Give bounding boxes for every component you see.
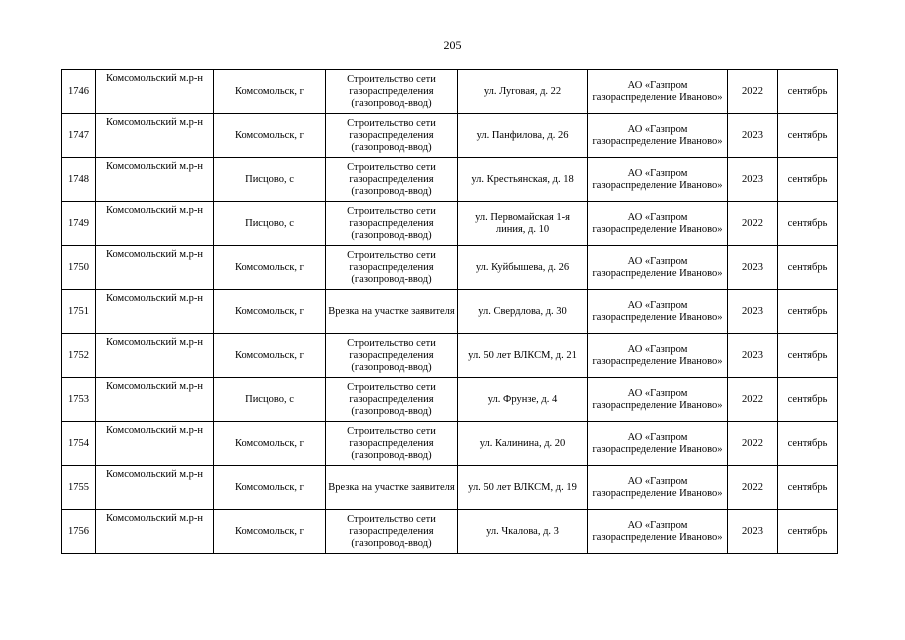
district-cell: Комсомольский м.р-н [96,466,214,510]
district-cell: Комсомольский м.р-н [96,246,214,290]
work-type-cell: Строительство сети газораспределения (газопровод-ввод) [326,202,458,246]
row-number-cell: 1746 [62,70,96,114]
work-type-cell: Врезка на участке заявителя [326,290,458,334]
address-cell: ул. Первомайская 1-я линия, д. 10 [458,202,588,246]
month-cell: сентябрь [778,70,838,114]
table-row [62,334,838,378]
address-cell: ул. Куйбышева, д. 26 [458,246,588,290]
year-cell: 2023 [728,510,778,554]
organization-cell: АО «Газпром газораспределение Иваново» [588,202,728,246]
address-cell: ул. 50 лет ВЛКСМ, д. 19 [458,466,588,510]
month-cell: сентябрь [778,466,838,510]
year-cell: 2023 [728,246,778,290]
address-cell: ул. Свердлова, д. 30 [458,290,588,334]
month-cell: сентябрь [778,114,838,158]
month-cell: сентябрь [778,158,838,202]
month-cell: сентябрь [778,290,838,334]
district-cell: Комсомольский м.р-н [96,70,214,114]
month-cell: сентябрь [778,422,838,466]
year-cell: 2023 [728,114,778,158]
district-cell: Комсомольский м.р-н [96,422,214,466]
year-cell: 2022 [728,466,778,510]
address-cell: ул. Калинина, д. 20 [458,422,588,466]
work-type-cell: Строительство сети газораспределения (газопровод-ввод) [326,510,458,554]
row-number-cell: 1751 [62,290,96,334]
settlement-cell: Комсомольск, г [214,70,326,114]
table-row [62,378,838,422]
work-type-cell: Врезка на участке заявителя [326,466,458,510]
settlement-cell: Писцово, с [214,202,326,246]
organization-cell: АО «Газпром газораспределение Иваново» [588,422,728,466]
district-cell: Комсомольский м.р-н [96,202,214,246]
organization-cell: АО «Газпром газораспределение Иваново» [588,290,728,334]
settlement-cell: Комсомольск, г [214,466,326,510]
year-cell: 2023 [728,158,778,202]
row-number-cell: 1752 [62,334,96,378]
row-number-cell: 1748 [62,158,96,202]
address-cell: ул. Панфилова, д. 26 [458,114,588,158]
year-cell: 2022 [728,202,778,246]
table-row [62,466,838,510]
gas-connection-table [61,69,838,554]
row-number-cell: 1756 [62,510,96,554]
organization-cell: АО «Газпром газораспределение Иваново» [588,378,728,422]
address-cell: ул. Крестьянская, д. 18 [458,158,588,202]
row-number-cell: 1750 [62,246,96,290]
work-type-cell: Строительство сети газораспределения (газопровод-ввод) [326,114,458,158]
organization-cell: АО «Газпром газораспределение Иваново» [588,70,728,114]
address-cell: ул. Фрунзе, д. 4 [458,378,588,422]
settlement-cell: Комсомольск, г [214,510,326,554]
year-cell: 2022 [728,378,778,422]
settlement-cell: Писцово, с [214,378,326,422]
organization-cell: АО «Газпром газораспределение Иваново» [588,466,728,510]
page-number: 205 [443,38,462,52]
organization-cell: АО «Газпром газораспределение Иваново» [588,114,728,158]
table-row [62,422,838,466]
address-cell: ул. 50 лет ВЛКСМ, д. 21 [458,334,588,378]
organization-cell: АО «Газпром газораспределение Иваново» [588,334,728,378]
month-cell: сентябрь [778,246,838,290]
work-type-cell: Строительство сети газораспределения (газопровод-ввод) [326,246,458,290]
table-row [62,114,838,158]
work-type-cell: Строительство сети газораспределения (газопровод-ввод) [326,70,458,114]
table-row [62,290,838,334]
year-cell: 2023 [728,290,778,334]
settlement-cell: Писцово, с [214,158,326,202]
row-number-cell: 1753 [62,378,96,422]
work-type-cell: Строительство сети газораспределения (газопровод-ввод) [326,422,458,466]
district-cell: Комсомольский м.р-н [96,114,214,158]
table-row [62,246,838,290]
row-number-cell: 1754 [62,422,96,466]
district-cell: Комсомольский м.р-н [96,378,214,422]
settlement-cell: Комсомольск, г [214,246,326,290]
work-type-cell: Строительство сети газораспределения (газопровод-ввод) [326,158,458,202]
table-row [62,70,838,114]
month-cell: сентябрь [778,378,838,422]
district-cell: Комсомольский м.р-н [96,334,214,378]
month-cell: сентябрь [778,510,838,554]
district-cell: Комсомольский м.р-н [96,510,214,554]
table-row [62,158,838,202]
month-cell: сентябрь [778,334,838,378]
organization-cell: АО «Газпром газораспределение Иваново» [588,246,728,290]
work-type-cell: Строительство сети газораспределения (газопровод-ввод) [326,378,458,422]
district-cell: Комсомольский м.р-н [96,290,214,334]
district-cell: Комсомольский м.р-н [96,158,214,202]
year-cell: 2022 [728,70,778,114]
settlement-cell: Комсомольск, г [214,422,326,466]
row-number-cell: 1755 [62,466,96,510]
year-cell: 2023 [728,334,778,378]
row-number-cell: 1747 [62,114,96,158]
table-row [62,510,838,554]
table-body [62,70,838,554]
month-cell: сентябрь [778,202,838,246]
row-number-cell: 1749 [62,202,96,246]
work-type-cell: Строительство сети газораспределения (газопровод-ввод) [326,334,458,378]
address-cell: ул. Луговая, д. 22 [458,70,588,114]
organization-cell: АО «Газпром газораспределение Иваново» [588,510,728,554]
settlement-cell: Комсомольск, г [214,114,326,158]
organization-cell: АО «Газпром газораспределение Иваново» [588,158,728,202]
year-cell: 2022 [728,422,778,466]
table-row [62,202,838,246]
address-cell: ул. Чкалова, д. 3 [458,510,588,554]
settlement-cell: Комсомольск, г [214,290,326,334]
settlement-cell: Комсомольск, г [214,334,326,378]
